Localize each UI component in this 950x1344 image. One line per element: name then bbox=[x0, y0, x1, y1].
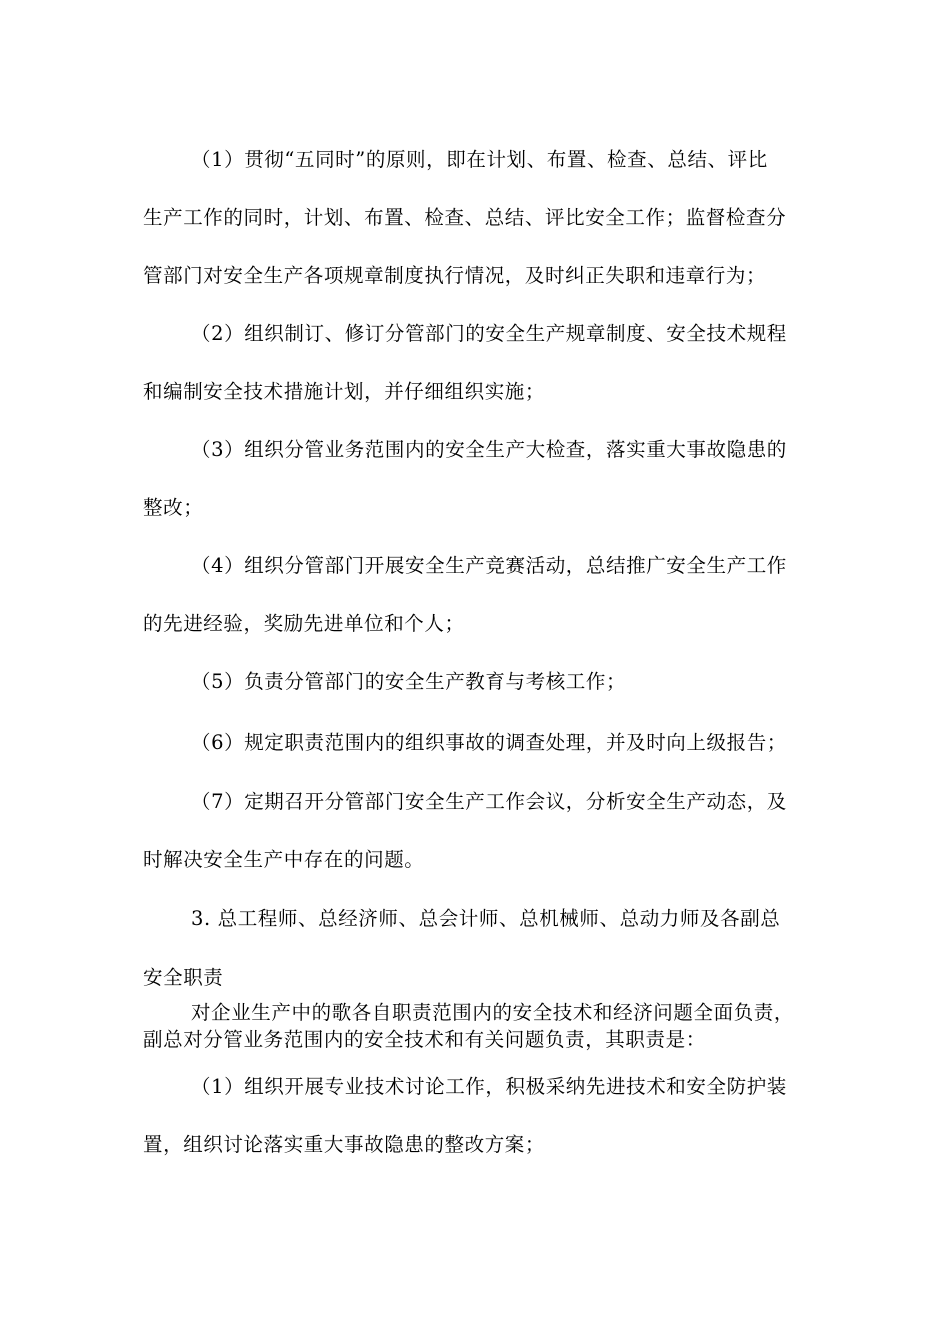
section-heading-line: 安全职责 bbox=[143, 966, 224, 989]
paragraph-line: （5）负责分管部门的安全生产教育与考核工作； bbox=[191, 670, 627, 693]
paragraph-line: 对企业生产中的歌各自职责范围内的安全技术和经济问题全面负责， bbox=[191, 1001, 795, 1024]
paragraph-line: （2）组织制订、修订分管部门的安全生产规章制度、安全技术规程 bbox=[191, 322, 787, 345]
paragraph-line: （1）组织开展专业技术讨论工作，积极采纳先进技术和安全防护装 bbox=[191, 1075, 787, 1098]
paragraph-line: 的先进经验，奖励先进单位和个人； bbox=[143, 612, 465, 635]
paragraph-line: （7）定期召开分管部门安全生产工作会议，分析安全生产动态，及 bbox=[191, 790, 787, 813]
paragraph-line: 置，组织讨论落实重大事故隐患的整改方案； bbox=[143, 1133, 546, 1156]
paragraph-line: （3）组织分管业务范围内的安全生产大检查，落实重大事故隐患的 bbox=[191, 438, 787, 461]
paragraph-line: （4）组织分管部门开展安全生产竞赛活动，总结推广安全生产工作 bbox=[191, 554, 787, 577]
paragraph-line: （6）规定职责范围内的组织事故的调查处理，并及时向上级报告； bbox=[191, 731, 787, 754]
paragraph-line: 和编制安全技术措施计划，并仔细组织实施； bbox=[143, 380, 546, 403]
paragraph-line: 副总对分管业务范围内的安全技术和有关问题负责，其职责是： bbox=[143, 1028, 706, 1051]
paragraph-line: 整改； bbox=[143, 496, 204, 519]
section-heading-line: 3. 总工程师、总经济师、总会计师、总机械师、总动力师及各副总 bbox=[191, 907, 781, 930]
paragraph-line: 时解决安全生产中存在的问题。 bbox=[143, 848, 425, 871]
paragraph-line: 管部门对安全生产各项规章制度执行情况，及时纠正失职和违章行为； bbox=[143, 264, 767, 287]
paragraph-line: （1）贯彻“五同时”的原则，即在计划、布置、检查、总结、评比 bbox=[191, 148, 768, 171]
paragraph-line: 生产工作的同时，计划、布置、检查、总结、评比安全工作；监督检查分 bbox=[143, 206, 787, 229]
